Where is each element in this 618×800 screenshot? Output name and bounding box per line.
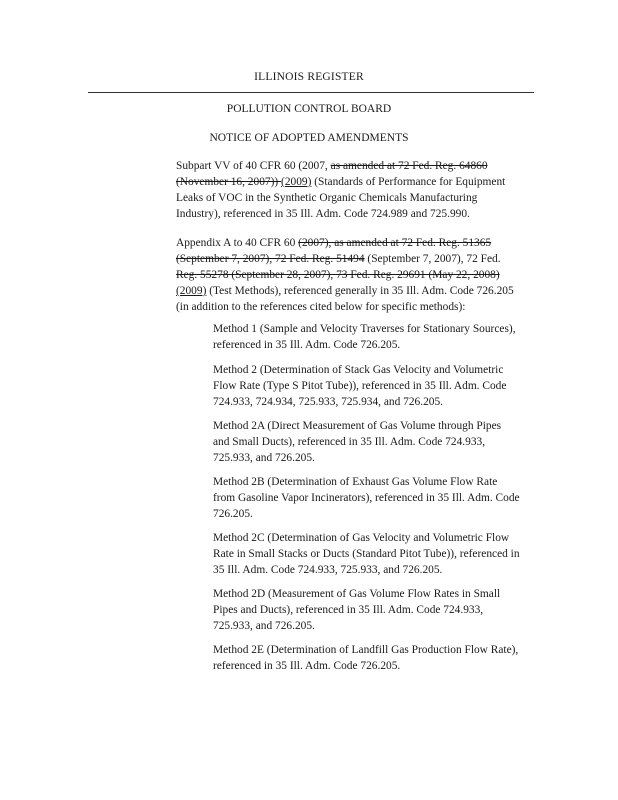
text-line: Industry), referenced in 35 Ill. Adm. Code 724.989 and 725.990. xyxy=(176,208,470,220)
text-line: Method 2D (Measurement of Gas Volume Flow Rates in Small xyxy=(213,588,501,600)
text-line: and Small Ducts), referenced in 35 Ill. Adm. Code 724.933, xyxy=(213,436,486,448)
text-line: 726.205. xyxy=(213,508,253,520)
appendix-a-paragraph xyxy=(176,235,556,315)
text-line: 725.933, and 726.205. xyxy=(213,620,315,632)
text-line: referenced in 35 Ill. Adm. Code 726.205. xyxy=(213,339,401,351)
method-2c-paragraph xyxy=(213,530,545,578)
method-2d-paragraph xyxy=(213,586,545,634)
text-line: Rate in Small Stacks or Ducts (Standard Pitot Tube)), referenced in xyxy=(213,548,520,560)
text-line: Method 1 (Sample and Velocity Traverses for Stationary Sources), xyxy=(213,323,516,335)
method-2-paragraph xyxy=(213,362,545,410)
text-line: Method 2B (Determination of Exhaust Gas Volume Flow Rate xyxy=(213,476,498,488)
deleted-text: Reg. 55278 (September 28, 2007), 73 Fed. Reg. 29691 (May 22, 2008) xyxy=(176,269,500,281)
text-line: Flow Rate (Type S Pitot Tube)), referenced in 35 Ill. Adm. Code xyxy=(213,380,507,392)
text-line: Pipes and Ducts), referenced in 35 Ill. Adm. Code 724.933, xyxy=(213,604,484,616)
deleted-text: (2007), as amended at 72 Fed. Reg. 51365 xyxy=(298,237,492,249)
method-2a-paragraph xyxy=(213,418,545,466)
text-line: Method 2E (Determination of Landfill Gas Production Flow Rate), xyxy=(213,644,519,656)
text-line: referenced in 35 Ill. Adm. Code 726.205. xyxy=(213,660,401,672)
text-line: Method 2A (Direct Measurement of Gas Volume through Pipes xyxy=(213,420,502,432)
text-line: 724.933, 724.934, 725.933, 725.934, and 726.205. xyxy=(213,396,444,408)
register-title: ILLINOIS REGISTER xyxy=(254,71,364,83)
text-span: Appendix A to 40 CFR 60 xyxy=(176,237,299,249)
method-2e-paragraph xyxy=(213,642,545,674)
board-name: POLLUTION CONTROL BOARD xyxy=(226,103,392,115)
header-rule xyxy=(88,92,534,93)
inserted-text: (2009) xyxy=(176,285,207,297)
text-span: (Test Methods), referenced generally in 35 Ill. Adm. Code 726.205 xyxy=(206,285,514,297)
text-line: Leaks of VOC in the Synthetic Organic Chemicals Manufacturing xyxy=(176,192,478,204)
notice-title: NOTICE OF ADOPTED AMENDMENTS xyxy=(209,132,409,144)
text-line: from Gasoline Vapor Incinerators), referenced in 35 Ill. Adm. Code xyxy=(213,492,520,504)
text-line: Method 2C (Determination of Gas Velocity and Volumetric Flow xyxy=(213,532,510,544)
text-line: Method 2 (Determination of Stack Gas Velocity and Volumetric xyxy=(213,364,504,376)
text-span: Subpart VV of 40 CFR 60 (2007, xyxy=(176,160,331,172)
method-2b-paragraph xyxy=(213,474,545,522)
inserted-text: (2009) xyxy=(281,176,312,188)
text-line: 35 Ill. Adm. Code 724.933, 725.933, and 726.205. xyxy=(213,564,443,576)
method-1-paragraph xyxy=(213,321,545,353)
text-span: (September 7, 2007), 72 Fed. xyxy=(364,253,501,265)
deleted-text: (November 16, 2007)) xyxy=(176,176,282,188)
subpart-vv-paragraph xyxy=(176,158,556,222)
text-line: (in addition to the references cited below for specific methods): xyxy=(176,301,466,313)
deleted-text: as amended at 72 Fed. Reg. 64860 xyxy=(330,160,488,172)
text-span: (Standards of Performance for Equipment xyxy=(311,176,506,188)
text-line: 725.933, and 726.205. xyxy=(213,452,315,464)
deleted-text: (September 7, 2007), 72 Fed. Reg. 51494 xyxy=(176,253,365,265)
